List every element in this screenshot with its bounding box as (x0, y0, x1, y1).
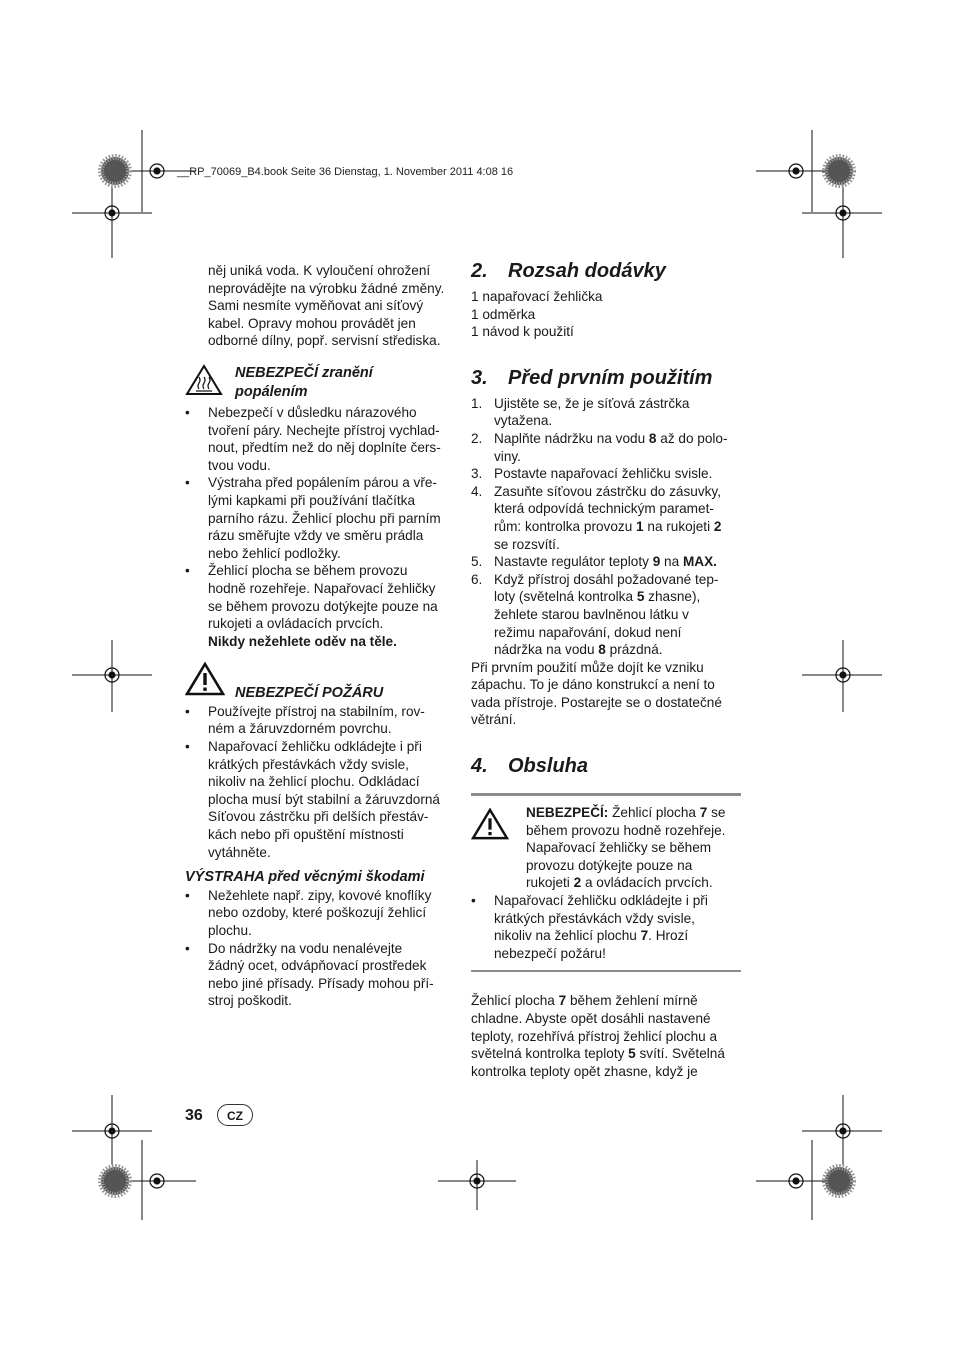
fire-warning-list (185, 703, 455, 861)
list-item: • Napařovací žehličku odkládejte i při krátkých přestávkách vždy svisle, nikoliv na žehlicí plochu. Odkládací plocha musí být stabilní a žáruvzdorná Síťovou zástrčku při delších přestáv- kách nebo při opuštění místnosti vytáhněte. (185, 739, 440, 860)
operation-warning-list (471, 892, 741, 962)
warning-triangle-icon (471, 804, 526, 892)
section-heading-operation: 4. Obsluha (471, 755, 589, 778)
warning-triangle-icon (185, 662, 225, 701)
section-heading-first-use: 3. Před prvním použitím (471, 366, 713, 389)
operation-warning-text: NEBEZPEČÍ: Žehlicí plocha 7 se během provozu hodně rozehřeje. Napařovací žehličky se během provozu dotýkejte pouze na rukojeti 2 a ovládacích prvcích. (526, 805, 726, 891)
print-slug: __RP_70069_B4.book Seite 36 Dienstag, 1. November 2011 4:08 16 (177, 166, 514, 178)
page-number: 36 (185, 1107, 203, 1124)
first-use-steps (471, 395, 741, 659)
hot-surface-warning-icon (185, 364, 225, 401)
list-item: 1 odměrka (471, 306, 536, 322)
scope-list (471, 288, 741, 341)
list-item: 1. Ujistěte se, že je síťová zástrčka vytažena. (471, 395, 690, 429)
section-heading-scope: 2. Rozsah dodávky (471, 260, 666, 282)
list-item: 3. Postavte napařovací žehličku svisle. (471, 466, 713, 482)
bold-warning-line: Nikdy nežehlete oděv na těle. (208, 633, 397, 649)
list-item: • Používejte přístroj na stabilním, rov- ném a žáruvzdorném povrchu. (185, 703, 425, 737)
damage-warning-heading: VÝSTRAHA před věcnými škodami (185, 869, 425, 886)
intro-paragraph: něj uniká voda. K vyloučení ohrožení neprovádějte na výrobku žádné změny. Sami nesmíte vyměňovat ani síťový kabel. Opravy mohou provádět jen odborné dílny, popř. servisní střediska. (208, 263, 445, 349)
list-item: • Žehlicí plocha se během provozu hodně rozehřeje. Napařovací žehličky se během provozu dotýkejte pouze na rukojeti a ovládacích prvcích. Nikdy nežehlete oděv na těle. (185, 562, 455, 650)
list-item: 5. Nastavte regulátor teploty 9 na MAX. (471, 554, 717, 570)
list-item: • Do nádržky na vodu nenalévejte žádný ocet, odvápňovací prostředek nebo jiné přísady. Přísady mohou pří- stroj poškodit. (185, 940, 434, 1009)
list-item: • Napařovací žehličku odkládejte i při krátkých přestávkách vždy svisle, nikoliv na žehlicí plochu 7. Hrozí nebezpečí požáru! (471, 893, 708, 961)
list-item: • Nebezpečí v důsledku nárazového tvoření páry. Nechejte přístroj vychlad- nout, předtím než do něj doplníte čers- tvou vodu. (185, 404, 441, 473)
burn-warning-heading: NEBEZPEČÍ zranění popálením (185, 364, 455, 402)
list-item: 1 napařovací žehlička (471, 289, 603, 304)
list-item: 2. Naplňte nádržku na vodu 8 až do polo- viny. (471, 430, 728, 464)
list-item: • Nežehlete např. zipy, kovové knoflíky nebo ozdoby, které poškozují žehlicí plochu. (185, 887, 432, 938)
list-item: 6. Když přístroj dosáhl požadované tep- loty (světelná kontrolka 5 zhasne), žehlete starou bavlněnou látku v režimu napařování, dokud není nádržka na vodu 8 prázdná. (471, 571, 719, 658)
language-badge: CZ (217, 1104, 253, 1126)
list-item: 1 návod k použití (471, 324, 574, 340)
operation-paragraph: Žehlicí plocha 7 během žehlení mírně chladne. Abyste opět dosáhli nastavené teploty, rozehřívá přístroj žehlicí plochu a světelná kontrolka teploty 5 svítí. Světelná kontrolka teploty opět zhasne, když je (471, 993, 725, 1079)
damage-warning-list (185, 887, 455, 1010)
left-column (185, 262, 455, 1010)
operation-warning-box (471, 793, 741, 972)
right-column (471, 258, 741, 1080)
list-item: • Výstraha před popálením párou a vře- lými kapkami při používání tlačítka parního rázu. Žehlicí plochu při parním rázu směřujte vždy ve směru prádla nebo žehlicí podložky. (185, 475, 441, 561)
first-use-note: Při prvním použití může dojít ke vzniku zápachu. To je dáno konstrukcí a není to vada přístroje. Postarejte se o dostatečné větrání. (471, 659, 722, 728)
burn-warning-list (185, 404, 455, 650)
fire-warning-heading: NEBEZPEČÍ POŽÁRU (185, 662, 455, 701)
list-item: 4. Zasuňte síťovou zástrčku do zásuvky, která odpovídá technickým paramet- rům: kontrolka provozu 1 na rukojeti 2 se rozsvítí. (471, 483, 722, 552)
